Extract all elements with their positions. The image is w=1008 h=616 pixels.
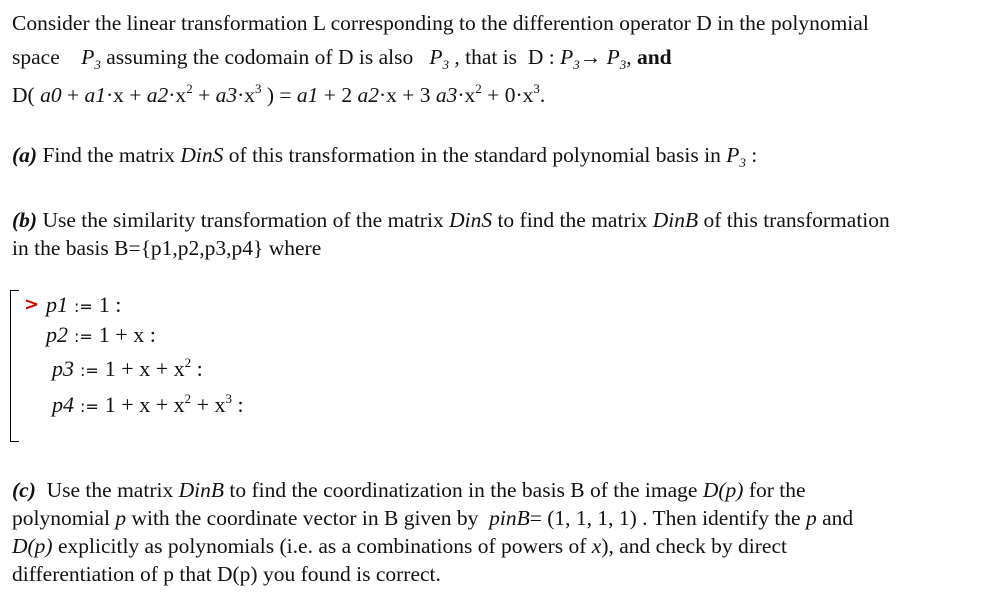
part-c-line-4 xyxy=(12,561,441,587)
part-c-text-3: for the xyxy=(748,478,806,502)
maple-input-block[interactable] xyxy=(10,290,410,442)
part-c-line-1 xyxy=(12,477,806,503)
matrix-dinb: DinB xyxy=(652,208,699,232)
p4-rhs-end: : xyxy=(232,392,244,417)
rhs-a2: a2 xyxy=(357,83,379,107)
assuming-text: assuming the codomain of D is also xyxy=(106,45,414,69)
P3-domain: $P_3$ xyxy=(560,45,580,72)
matrix-dinb: DinB xyxy=(178,478,224,502)
coef-a3: a3 xyxy=(215,83,238,107)
coordinate-vector: = (1, 1, 1, 1) . xyxy=(529,506,648,530)
comma: , xyxy=(626,45,632,69)
rhs-3: 3 xyxy=(419,83,431,107)
maple-line-p4[interactable] xyxy=(52,392,244,420)
P3-symbol: $P_3$ xyxy=(81,45,101,72)
exp: 2 xyxy=(475,81,482,96)
rhs-a3: a3 xyxy=(435,83,458,107)
P3-symbol-2: $P_3$ xyxy=(429,45,449,72)
matrix-dins: DinS xyxy=(449,208,493,232)
exp: 3 xyxy=(533,81,540,96)
space-word: space xyxy=(12,45,60,69)
part-b-label: (b) xyxy=(12,208,38,232)
and-word: and xyxy=(822,506,854,530)
execution-group-bracket xyxy=(10,290,19,442)
part-b-text-3: of this transformation xyxy=(703,208,890,232)
coef-a0: a0 xyxy=(40,83,62,107)
exp: 2 xyxy=(184,355,192,370)
part-b-text-2: to find the matrix xyxy=(497,208,648,232)
plus: + xyxy=(323,83,336,107)
dot-x: ·x xyxy=(378,83,397,107)
plus: + xyxy=(66,83,80,107)
var-x: x xyxy=(591,534,602,558)
intro-line-1 xyxy=(12,10,869,36)
P3-symbol-a: $P_3$ xyxy=(726,143,746,170)
var-pinB: pinB xyxy=(489,506,530,530)
coef-a1: a1 xyxy=(84,83,106,107)
P3-codomain: $P_3$ xyxy=(606,45,627,72)
intro-text-1: Consider the linear transformation L corresponding to the differention operator D in the polynomial xyxy=(12,11,869,35)
maple-line-p3[interactable] xyxy=(52,356,203,384)
plus: + xyxy=(487,83,500,107)
part-c-label: (c) xyxy=(12,478,36,502)
rparen-eq: ) = xyxy=(266,83,292,107)
var-p2: p2 xyxy=(46,322,68,347)
exp: 3 xyxy=(225,391,233,406)
maple-line-p2[interactable] xyxy=(46,322,156,350)
dot-x: ·x xyxy=(237,83,255,107)
Dp: D(p) xyxy=(702,478,744,502)
arrow: → xyxy=(579,45,602,69)
rhs-0: 0 xyxy=(504,83,516,107)
part-a-text-2: of this transformation in the standard polynomial basis in xyxy=(228,143,721,167)
part-c-line-3 xyxy=(12,533,787,559)
part-b-line-2 xyxy=(12,235,321,261)
part-c-text-5: Then identify the xyxy=(652,506,801,530)
part-a xyxy=(12,142,757,168)
assign-op: := xyxy=(74,327,93,346)
colon: : xyxy=(751,143,758,167)
part-a-label: (a) xyxy=(12,143,38,167)
assign-op: := xyxy=(74,297,93,316)
var-p4: p4 xyxy=(52,392,74,417)
D-lhs: D( xyxy=(12,83,35,107)
var-p: p xyxy=(805,506,817,530)
p2-rhs: 1 + x : xyxy=(98,322,156,347)
derivative-formula xyxy=(12,82,545,108)
dot-x: ·x xyxy=(168,83,187,107)
var-p3: p3 xyxy=(52,356,74,381)
dot-x: ·x xyxy=(457,83,476,107)
plus: + xyxy=(198,83,211,107)
plus: + xyxy=(402,83,415,107)
maple-line-p1[interactable] xyxy=(46,292,121,320)
part-c-text-7: ), and check by direct xyxy=(601,534,787,558)
polynomial-word: polynomial xyxy=(12,506,110,530)
part-c-text-4: with the coordinate vector in B given by xyxy=(131,506,479,530)
assign-op: := xyxy=(80,361,99,380)
part-b-basis-text: in the basis B={p1,p2,p3,p4} where xyxy=(12,236,322,260)
part-a-text-1: Find the matrix xyxy=(42,143,176,167)
rhs-2: 2 xyxy=(341,83,353,107)
part-c-text-2: to find the coordinatization in the basis B of the image xyxy=(229,478,698,502)
p4-rhs-mid: + x xyxy=(191,392,226,417)
intro-line-2 xyxy=(12,44,672,70)
that-is-text: , that is xyxy=(454,45,518,69)
exp: 3 xyxy=(255,81,262,96)
p3-rhs: 1 + x + x xyxy=(104,356,185,381)
part-c-text-6: explicitly as polynomials (i.e. as a combinations of powers of xyxy=(57,534,587,558)
part-b-line-1 xyxy=(12,207,890,233)
p3-rhs-end: : xyxy=(191,356,203,381)
rhs-a1: a1 xyxy=(296,83,319,107)
dot-x: ·x xyxy=(515,83,534,107)
Dp: D(p) xyxy=(12,534,53,558)
exp: 2 xyxy=(184,391,192,406)
and-text: and xyxy=(636,45,672,69)
plus: + xyxy=(129,83,142,107)
part-c-text-8: differentiation of p that D(p) you found is correct. xyxy=(12,562,441,586)
var-p: p xyxy=(115,506,127,530)
part-b-text-1: Use the similarity transformation of the matrix xyxy=(42,208,444,232)
dot-x: ·x xyxy=(105,83,124,107)
part-c-text-1: Use the matrix xyxy=(46,478,174,502)
p1-rhs: 1 : xyxy=(98,292,122,317)
coef-a2: a2 xyxy=(146,83,169,107)
part-c-line-2 xyxy=(12,505,853,531)
prompt-icon: > xyxy=(24,294,40,315)
var-p1: p1 xyxy=(46,292,68,317)
assign-op: := xyxy=(80,397,99,416)
D-map-label: D : xyxy=(527,45,555,69)
period: . xyxy=(539,83,546,107)
matrix-dins: DinS xyxy=(180,143,224,167)
exp: 2 xyxy=(186,81,193,96)
p4-rhs: 1 + x + x xyxy=(104,392,185,417)
